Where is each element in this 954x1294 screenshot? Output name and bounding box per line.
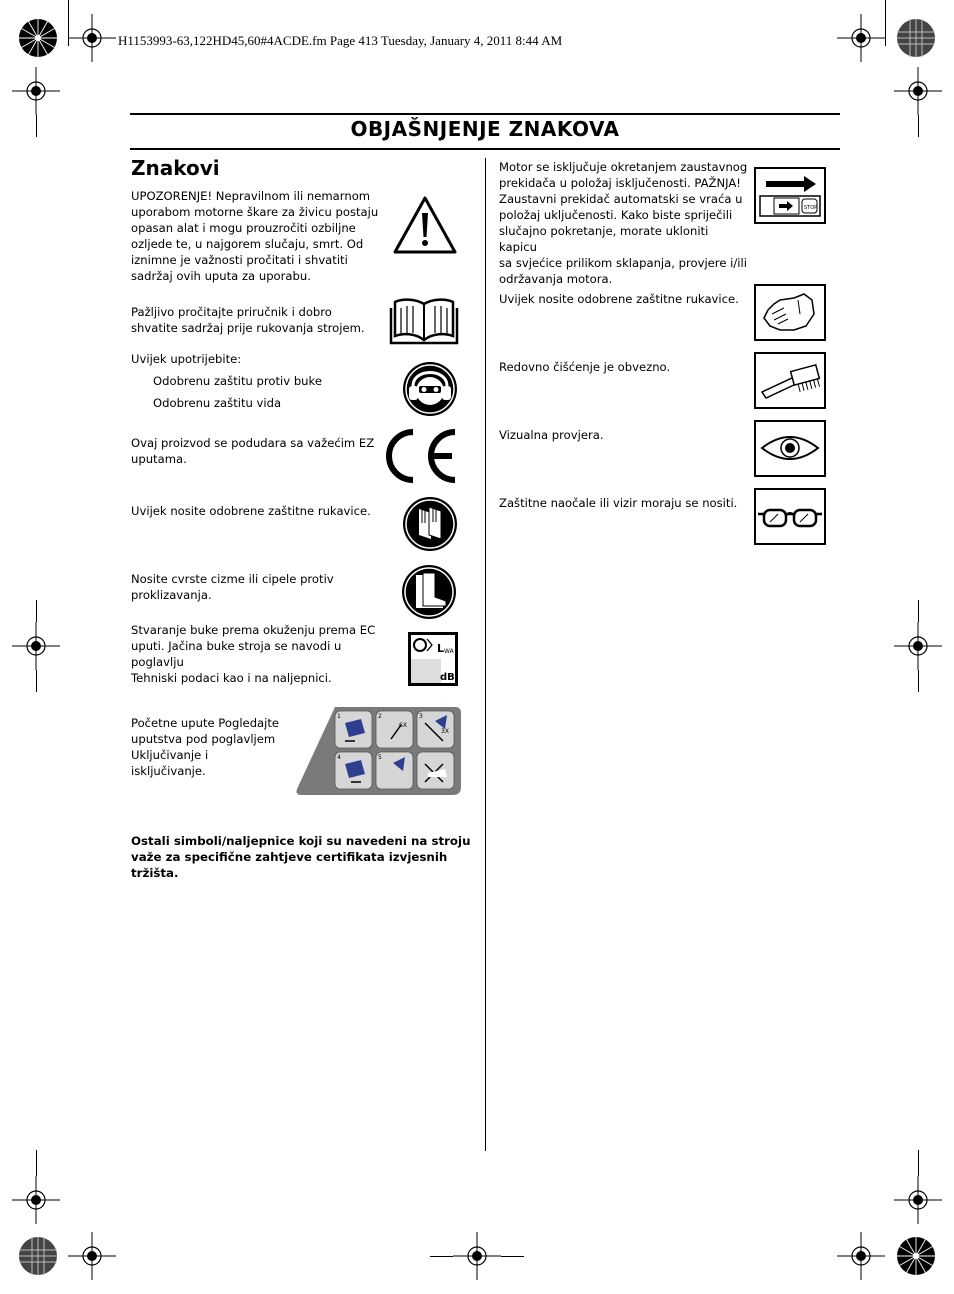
registration-mark-icon: [68, 1232, 116, 1280]
crop-line: [36, 1150, 37, 1176]
crop-line: [36, 600, 37, 622]
crop-line: [918, 115, 919, 137]
start-instructions-icon: [295, 703, 462, 797]
svg-text:4: 4: [337, 754, 341, 761]
page-title: OBJAŠNJENJE ZNAKOVA: [350, 117, 620, 141]
glove-icon: [754, 284, 826, 341]
crop-line: [36, 115, 37, 137]
svg-text:WA: WA: [444, 648, 454, 655]
ppe-hearing-text: Odobrenu zaštitu protiv buke: [153, 374, 322, 388]
boots-icon: [399, 563, 459, 621]
column-divider: [485, 158, 486, 1151]
starburst-target-icon: [896, 1236, 936, 1276]
ppe-intro-text: Uvijek upotrijebite:: [131, 352, 242, 366]
crop-line: [36, 670, 37, 692]
starburst-target-icon: [18, 18, 58, 58]
file-header: H1153993-63,122HD45,60#4ACDE.fm Page 413 Tuesday, January 4, 2011 8:44 AM: [118, 33, 563, 48]
cleaning-text: Redovno čišćenje je obvezno.: [499, 360, 671, 374]
svg-text:STOP: STOP: [804, 205, 818, 211]
svg-text:1: 1: [337, 713, 341, 720]
warning-triangle-icon: [392, 195, 458, 255]
registration-mark-icon: [894, 622, 942, 670]
svg-text:2: 2: [378, 713, 382, 720]
registration-mark-icon: [837, 14, 885, 62]
crop-line: [918, 1150, 919, 1176]
gloves-text: Uvijek nosite odobrene zaštitne rukavice.: [131, 504, 371, 518]
ce-text: Ovaj proizvod se podudara sa važećim EZ uputama.: [131, 436, 375, 466]
stop-switch-icon: [754, 167, 826, 224]
warning-text: UPOZORENJE! Nepravilnom ili nemarnom uporabom motorne škare za živicu postaju opasan alat i mogu prouzročiti ozbiljne ozljede te, u najgorem slučaju, smrt. Od iznimne je važnosti pročitati i shvatiti sadržaj ovih uputa za uporabu.: [131, 189, 379, 283]
start-text: Početne upute Pogledajte uputstva pod poglavljem Uključivanje i isključivanje.: [131, 716, 280, 778]
ear-eye-protection-icon: [401, 360, 459, 418]
registration-mark-icon: [12, 67, 60, 115]
registration-mark-icon: [453, 1232, 501, 1280]
crop-line: [501, 1256, 524, 1257]
crop-line: [68, 0, 69, 46]
open-book-icon: [389, 296, 459, 346]
svg-text:dB: dB: [440, 672, 455, 683]
ppe-eyes-text: Odobrenu zaštitu vida: [153, 396, 282, 410]
registration-mark-icon: [837, 1232, 885, 1280]
starburst-target-icon: [18, 1236, 58, 1276]
crop-line: [885, 0, 886, 46]
svg-text:5: 5: [378, 754, 382, 761]
starburst-target-icon: [896, 18, 936, 58]
svg-text:L: L: [437, 642, 445, 655]
svg-text:3: 3: [419, 713, 423, 720]
svg-text:3X: 3X: [441, 728, 449, 735]
crop-line: [918, 670, 919, 692]
title-rule-top: [130, 113, 840, 115]
cleaning-brush-icon: [754, 352, 826, 409]
goggles-icon: [754, 488, 826, 545]
gloves-icon: [401, 495, 459, 553]
ce-mark-icon: [378, 426, 460, 486]
eye-icon: [754, 420, 826, 477]
section-title: Znakovi: [131, 156, 220, 180]
noise-text: Stvaranje buke prema okuženju prema EC uputi. Jačina buke stroja se navodi u poglavlju Tehniski podaci kao i na naljepnici.: [131, 623, 376, 685]
registration-mark-icon: [894, 1176, 942, 1224]
crop-line: [430, 1256, 453, 1257]
manual-text: Pažljivo pročitajte priručnik i dobro shvatite sadržaj prije rukovanja strojem.: [131, 305, 365, 335]
goggles-text: Zaštitne naočale ili vizir moraju se nositi.: [499, 496, 738, 510]
noise-level-icon: [407, 631, 459, 687]
certification-note: Ostali simboli/naljepnice koji su navedeni na stroju važe za specifične zahtjeve certifikata izvjesnih tržišta.: [131, 834, 471, 880]
registration-mark-icon: [894, 67, 942, 115]
crop-line: [918, 600, 919, 622]
registration-mark-icon: [12, 622, 60, 670]
visual-check-text: Vizualna provjera.: [499, 428, 604, 442]
boots-text: Nosite cvrste cizme ili cipele protiv proklizavanja.: [131, 572, 334, 602]
svg-text:6X: 6X: [399, 722, 407, 729]
right-gloves-text: Uvijek nosite odobrene zaštitne rukavice.: [499, 292, 739, 306]
registration-mark-icon: [68, 14, 116, 62]
title-rule-bottom: [130, 148, 840, 150]
registration-mark-icon: [12, 1176, 60, 1224]
stop-switch-text: Motor se isključuje okretanjem zaustavnog prekidača u položaj isključenosti. PAŽNJA! Zaustavni prekidač automatski se vraća u položaj uključenosti. Kako biste spriječili slučajno pokretanje, morate ukloniti kapicu sa svjećice prilikom sklapanja, provjere i/ili održavanja motora.: [499, 160, 748, 286]
